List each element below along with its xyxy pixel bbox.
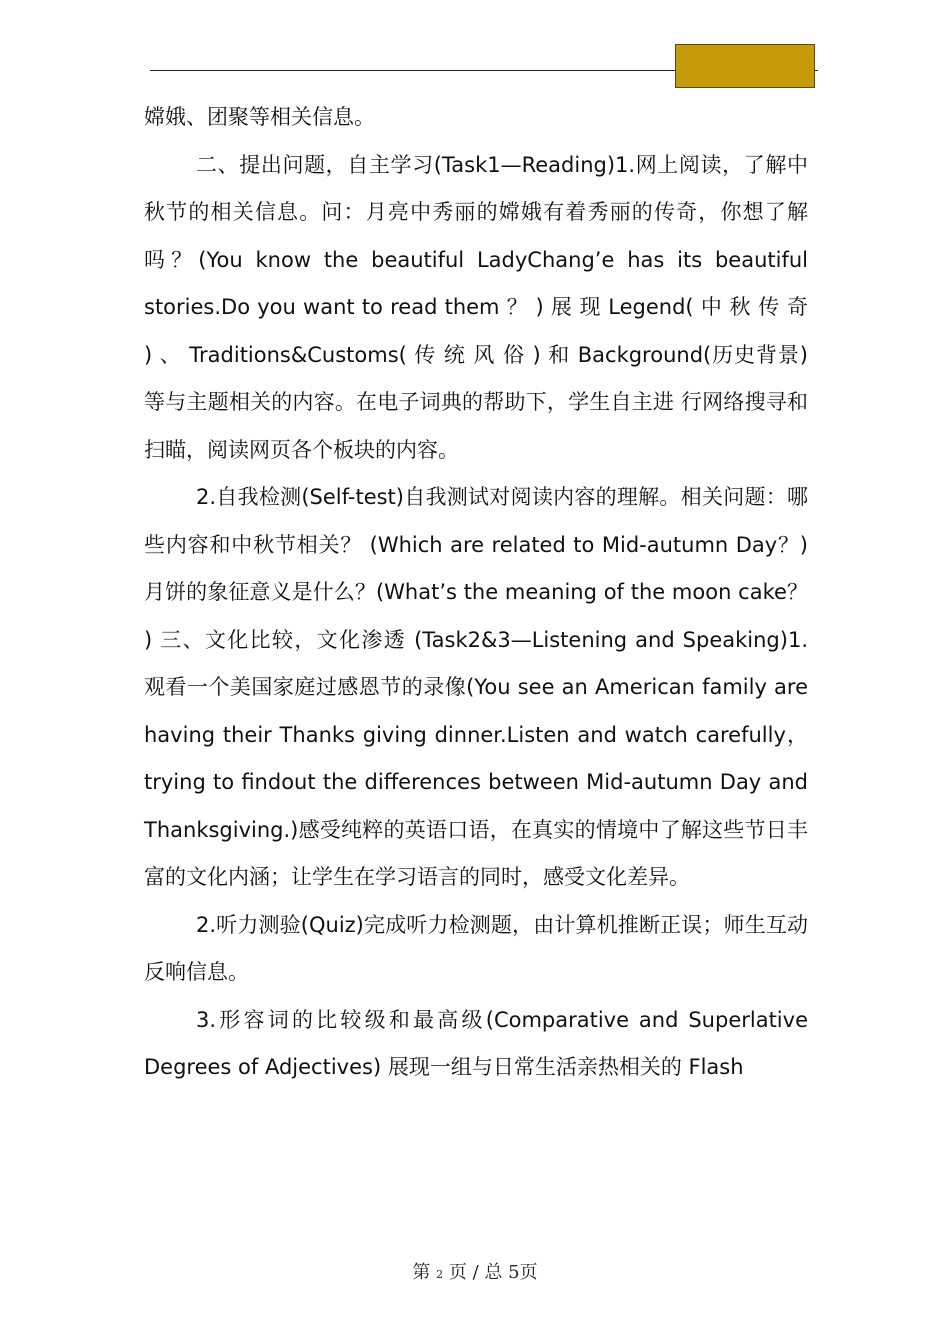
total-pages: 5 xyxy=(508,1262,520,1283)
paragraph: 2.自我检测(Self-test)自我测试对阅读内容的理解。相关问题：哪些内容和中秋节相关？ (Which are related to Mid-autumn Day？)月饼的象征意义是什么？(What’s the meaning of the moon cake？ ) 三、文化比较，文化渗透 (Task2&3—Listening and Speaking)1.观看一个美国家庭过感恩节的录像(You see an American family are having their Thanks giving dinner.Listen and watch carefully， trying to findout the differences between Mid-autumn Day and Thanksgiving.)感受纯粹的英语口语，在真实的情境中了解这些节日丰富的文化内涵；让学生在学习语言的同时，感受文化差异。 xyxy=(144,485,808,889)
page-footer xyxy=(0,1258,950,1284)
footer-prefix: 第 xyxy=(412,1262,431,1283)
paragraph: 2.听力测验(Quiz)完成听力检测题，由计算机推断正误；师生互动反响信息。 xyxy=(144,912,808,984)
footer-mid: 页 / 总 xyxy=(448,1262,503,1283)
current-page-number: 2 xyxy=(436,1268,444,1281)
document-body xyxy=(144,94,808,1092)
footer-suffix: 页 xyxy=(519,1262,538,1283)
paragraph: 3.形容词的比较级和最高级(Comparative and Superlative Degrees of Adjectives) 展现一组与日常生活亲热相关的 Flash xyxy=(144,1007,808,1079)
paragraph: 二、提出问题，自主学习(Task1—Reading)1.网上阅读，了解中秋节的相关信息。问：月亮中秀丽的嫦娥有着秀丽的传奇，你想了解吗？(You know the beautiful LadyChang’e has its beautiful stories.Do you want to read them ？ ) 展 现 Legend( 中 秋 传 奇 ) 、 Traditions&Customs( 传 统 风 俗 ) 和 Background(历史背景)等与主题相关的内容。在电子词典的帮助下，学生自主进 行网络搜寻和扫瞄，阅读网页各个板块的内容。 xyxy=(144,152,808,462)
paragraph: 嫦娥、团聚等相关信息。 xyxy=(144,105,375,129)
header-decoration-box xyxy=(675,44,815,88)
